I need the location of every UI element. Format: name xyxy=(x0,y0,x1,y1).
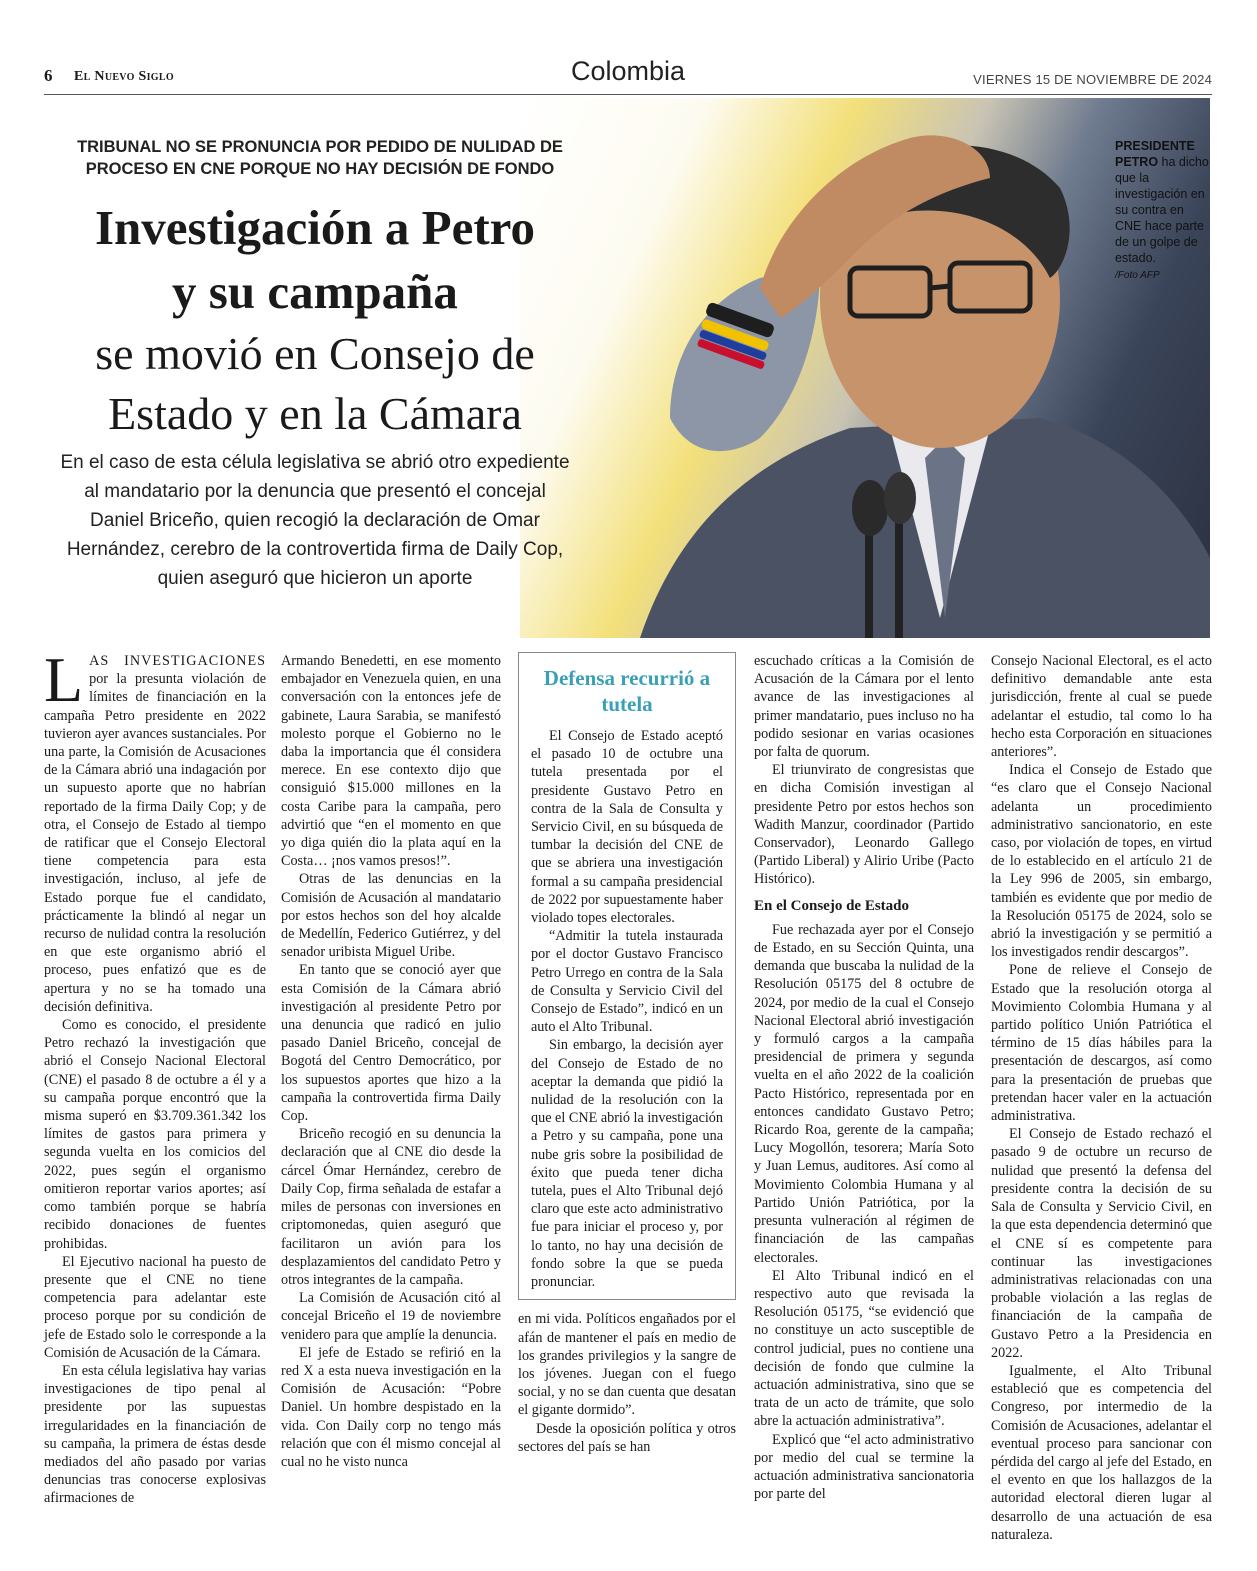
body-paragraph: El Consejo de Estado rechazó el pasado 9 de octubre un recurso de nulidad que presentó la defensa del presidente contra la decisión de su Sala de Consulta y Servicio Civil, en la que esta dependencia determinó que el CNE sí es competente para continuar las investigaciones administrativas relacionadas con una probable violación a las reglas de financiación de la campaña de Gustavo Petro a la Presidencia en 2022. xyxy=(991,1126,1212,1361)
article-deck: En el caso de esta célula legislativa se abrió otro expediente al mandatario por la denuncia que presentó el concejal Daniel Briceño, quien recogió la declaración de Omar Hernández, cerebro de la controvertida firma de Daily Cop, quien aseguró que hicieron un aporte xyxy=(60,452,570,589)
paragraph-text: por la presunta violación de límites de financiación en la campaña Petro presidente en 2022 tuvieron ayer avances sustanciales. Por una parte, la Comisión de Acusaciones de la Cámara abrió una indagación por un supuesto aporte que no habrían reportado de la firma Daily Cop; y de otra, el Consejo de Estado al tiempo de ratificar que el Consejo Electoral tiene competencia para esta investigación, incluso, al jefe de Estado porque fue el candidato, prácticamente la blindó al negar un recurso de nulidad contra la resolución en que este organismo abrió el proceso, pues enfatizó que es de apertura y no se ha tomado una decisión definitiva. xyxy=(44,671,266,1015)
headline-line-3: se movió en Consejo de xyxy=(95,328,535,379)
body-paragraph: Explicó que “el acto administrativo por medio del cual se termine la actuación administrativa sancionatoria por parte del xyxy=(754,1431,974,1503)
body-column-1 xyxy=(44,644,266,1508)
body-paragraph: La Comisión de Acusación citó al concejal Briceño el 19 de noviembre venidero para que amplíe la denuncia. xyxy=(281,1290,501,1343)
lead-caps: AS INVESTIGACIONES xyxy=(89,653,266,669)
body-paragraph: El Ejecutivo nacional ha puesto de presente que el CNE no tiene competencia para adelantar este proceso porque por su condición de jefe de Estado solo le corresponde a la Comisión de Acusación de la Cámara. xyxy=(44,1253,266,1361)
article-headline xyxy=(30,196,600,444)
body-paragraph: El jefe de Estado se refirió en la red X a esta nueva investigación en la Comisión de Acusación: “Pobre Daniel. Un hombre despistado en la vida. Con Daily corp no tengo más relación que con él mismo concejal al cual no he visto nunca xyxy=(281,1344,501,1470)
article-kicker: TRIBUNAL NO SE PRONUNCIA POR PEDIDO DE NULIDAD DE PROCESO EN CNE PORQUE NO HAY DECISIÓN DE FONDO xyxy=(77,138,563,178)
body-paragraph xyxy=(44,644,266,1016)
president-photo xyxy=(520,98,1210,638)
body-column-4 xyxy=(754,652,974,1503)
page-header xyxy=(44,58,1212,95)
body-paragraph: en mi vida. Políticos engañados por el afán de mantener el país en medio de los grandes privilegios y la sangre de los jóvenes. Juegan con el fuego social, y no se dan cuenta que desatan el gigante dormido”. xyxy=(518,1311,736,1419)
body-paragraph: Indica el Consejo de Estado que “es claro que el Consejo Nacional adelanta un procedimiento administrativo sancionatorio, en este caso, por violación de topes, en virtud de lo establecido en el artículo 21 de la Ley 996 de 2005, sin embargo, también es evidente que por medio de la Resolución 05175 de 2024, solo se abrió la investigación y se permitió a los investigados rendir descargos”. xyxy=(991,762,1212,961)
headline-line-4: Estado y en la Cámara xyxy=(108,388,522,439)
sidebar-paragraph: El Consejo de Estado aceptó el pasado 10 de octubre una tutela presentada por el presidente Gustavo Petro en contra de la Sala de Consulta y Servicio Civil, en su búsqueda de tumbar la decisión del CNE de que se abriera una investigación formal a su campaña presidencial de 2022 por supuestamente haber violado topes electorales. xyxy=(531,728,723,927)
section-title: Colombia xyxy=(570,56,686,86)
caption-text: ha dicho que la investigación en su contra en CNE hace parte de un golpe de estado. xyxy=(1115,155,1209,265)
section-subhead: En el Consejo de Estado xyxy=(754,897,910,914)
body-paragraph: Armando Benedetti, en ese momento embajador en Venezuela quien, en una conversación con la entonces jefe de gabinete, Laura Sarabia, se manifestó molesto porque el Gobierno no le daba la importancia que él considera merece. En ese contexto dijo que consiguió $15.000 millones en la costa Caribe para la campaña, pero advirtió que “en el momento en que yo diga quién dio la plata aquí en la Costa… ¡nos vamos presos!”. xyxy=(281,653,501,870)
page-number: 6 xyxy=(44,66,53,85)
body-paragraph: Consejo Nacional Electoral, es el acto definitivo demandable ante esta jurisdicción, frente al cual se puede adelantar el estudio, tal como lo ha hecho esta Corporación en situaciones anteriores”. xyxy=(991,653,1212,761)
sidebar-paragraph: Sin embargo, la decisión ayer del Consejo de Estado de no aceptar la demanda que pidió la nulidad de la resolución con la que el CNE abrió la investigación a Petro y su campaña, pone una nube gris sobre la posibilidad de éxito que pueda tener dicha tutela, pues el Alto Tribunal dejó claro que este acto administrativo fue para iniciar el proceso y, por lo tanto, no hay una decisión de fondo sobre la que se pueda pronunciar. xyxy=(531,1037,723,1291)
photo-caption xyxy=(1115,138,1210,284)
body-column-2 xyxy=(281,652,501,1471)
sidebar-title: Defensa recurrió a tutela xyxy=(543,666,711,716)
body-column-3 xyxy=(518,652,736,1456)
photo-illustration xyxy=(520,98,1210,638)
body-paragraph: El triunvirato de congresistas que en dicha Comisión investigan al presidente Petro por estos hechos son Wadith Manzur, coordinador (Partido Conservador), Leonardo Gallego (Partido Liberal) y Alirio Uribe (Pacto Histórico). xyxy=(754,762,974,888)
newspaper-name: El Nuevo Siglo xyxy=(74,69,174,84)
headline-line-2: y su campaña xyxy=(172,264,458,319)
body-paragraph: Otras de las denuncias en la Comisión de Acusación al mandatario por estos hechos son del hoy alcalde de Medellín, Federico Gutiérrez, y del senador uribista Miguel Uribe. xyxy=(281,871,501,961)
publication-date: VIERNES 15 DE NOVIEMBRE DE 2024 xyxy=(973,72,1212,87)
sidebar-box xyxy=(518,652,736,1300)
body-paragraph: escuchado críticas a la Comisión de Acusación de la Cámara por el lento avance de las investigaciones al primer mandatario, pues incluso no ha podido sesionar en varias ocasiones por falta de quorum. xyxy=(754,653,974,761)
body-paragraph: Igualmente, el Alto Tribunal estableció que es competencia del Congreso, por intermedio de la Comisión de Acusaciones, adelantar el eventual proceso para sancionar con pérdida del cargo al jefe del Estado, en el evento en que los hallazgos de la autoridad electoral dieren lugar al desarrollo de una actuación de esa naturaleza. xyxy=(991,1362,1212,1543)
body-paragraph: En tanto que se conoció ayer que esta Comisión de la Cámara abrió investigación al presidente Petro por una denuncia que radicó en julio pasado Daniel Briceño, concejal de Bogotá del Centro Democrático, por los supuestos aportes que hizo a la campaña la controvertida firma Daily Cop. xyxy=(281,962,501,1125)
photo-credit: /Foto AFP xyxy=(1115,270,1160,281)
drop-cap: L xyxy=(44,644,84,715)
body-paragraph: En esta célula legislativa hay varias investigaciones de tipo penal al presidente por las supuestas irregularidades en la financiación de su campaña, la primera de éstas desde mediados del año pasado por varias denuncias tras conocerse explosivas afirmaciones de xyxy=(44,1362,266,1507)
body-paragraph: Briceño recogió en su denuncia la declaración que al CNE dio desde la cárcel Ómar Hernández, cerebro de Daily Cop, firma señalada de estafar a miles de personas con inversiones en criptomonedas, quien aseguró que facilitaron un avión para los desplazamientos del candidato Petro y otros integrantes de la campaña. xyxy=(281,1126,501,1288)
body-paragraph: Desde la oposición política y otros sectores del país se han xyxy=(518,1420,736,1455)
body-paragraph: El Alto Tribunal indicó en el respectivo auto que revisada la Resolución 05175, “se evidenció que no constituye un acto susceptible de control judicial, pues no contiene una decisión de fondo que culmine la actuación administrativa, sino que se trata de un acto de trámite, que solo abre la actuación administrativa”. xyxy=(754,1267,974,1430)
caption-lead: PRESIDENTE PETRO xyxy=(1115,139,1195,169)
headline-line-1: Investigación a Petro xyxy=(94,200,536,255)
body-paragraph: Como es conocido, el presidente Petro rechazó la investigación que abrió el Consejo Nacional Electoral (CNE) el pasado 8 de octubre a él y a su campaña porque encontró que la misma superó en $3.709.361.342 los límites de gastos para primera y segunda vuelta en los comicios del 2022, pues según el organismo omitieron reportar varios aportes; así como también porque se habría recibido donaciones de fuentes prohibidas. xyxy=(44,1017,266,1252)
body-paragraph: Fue rechazada ayer por el Consejo de Estado, en su Sección Quinta, una demanda que buscaba la nulidad de la Resolución 05175 del 8 octubre de 2024, por medio de la cual el Consejo Nacional Electoral abrió investigación y formuló cargos a la campaña presidencial de primera y segunda vuelta en el año 2022 de la coalición Pacto Histórico, representada por en entonces candidato Gustavo Petro; Ricardo Roa, gerente de la campaña; Lucy Mogollón, tesorera; María Soto y Juan Lemus, auditores. Así como al Movimiento Colombia Humana y al Partido Unión Patriótica, por la presunta vulneración al régimen de financiación de las campañas electorales. xyxy=(754,921,974,1266)
body-column-5 xyxy=(991,652,1212,1544)
sidebar-paragraph: “Admitir la tutela instaurada por el doctor Gustavo Francisco Petro Urrego en contra de la Sala de Consulta y Servicio Civil del Consejo de Estado”, indicó en un auto el Alto Tribunal. xyxy=(531,928,723,1036)
body-paragraph: Pone de relieve el Consejo de Estado que la resolución otorga al Movimiento Colombia Humana y al partido político Unión Patriótica el término de 15 días hábiles para la presentación de descargos, así como para la presentación de pruebas que pretendan hacer valer en la actuación administrativa. xyxy=(991,962,1212,1125)
